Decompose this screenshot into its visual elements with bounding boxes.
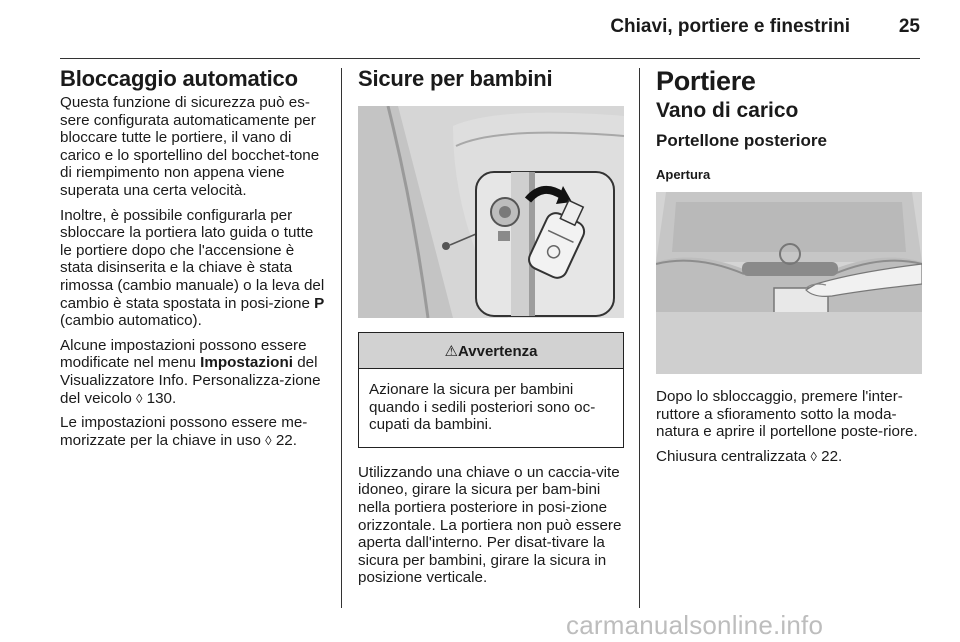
- column-2: [358, 66, 624, 594]
- warning-box: [358, 332, 624, 448]
- paragraph: Utilizzando una chiave o un caccia-vite idoneo, girare la sicura per bam-bini nella portiera posteriore in posi-zione orizzontale. La portiera non può essere aperta dall'interno. Per disat-tivare la sicura per bambini, girare la sicura in posizione verticale.: [358, 463, 622, 587]
- paragraph: Alcune impostazioni possono essere modificate nel menu Impostazioni del Visualizzatore Info. Personalizza-zione del veicolo ◊ 130.: [60, 336, 321, 407]
- label-opening: Apertura: [656, 167, 711, 182]
- page-number: 25: [898, 16, 920, 37]
- page-ref-icon: ◊: [810, 448, 817, 464]
- tailgate-figure: [656, 192, 922, 374]
- subsection-heading-tailgate: Portellone posteriore: [656, 131, 827, 150]
- page-header-title: Chiavi, portiere e finestrini: [610, 16, 850, 37]
- child-lock-illustration: [358, 106, 624, 318]
- page-ref-link[interactable]: 22.: [821, 447, 843, 465]
- column-1: [60, 66, 328, 456]
- section-heading-auto-lock: Bloccaggio automatico: [60, 66, 298, 91]
- warning-header: [359, 333, 623, 369]
- paragraph: Questa funzione di sicurezza può es-sere configurata automaticamente per bloccare tutte le portiere, il vano di carico e lo sportellino del bocchet-tone di riempimento non appena viene superata una certa velocità.: [60, 94, 320, 199]
- watermark: carmanualsonline.info: [566, 610, 824, 640]
- header-rule: [60, 58, 920, 59]
- paragraph: Le impostazioni possono essere me-morizzate per la chiave in uso ◊ 22.: [60, 414, 308, 449]
- page-ref-link[interactable]: 130.: [146, 389, 177, 407]
- paragraph: Dopo lo sbloccaggio, premere l'inter-ruttore a sfioramento sotto la moda-natura e aprire il portellone poste-riore.: [656, 388, 918, 441]
- chapter-heading-doors: Portiere: [656, 66, 756, 96]
- child-lock-figure: [358, 106, 624, 318]
- warning-text: Azionare la sicura per bambini quando i sedili posteriori sono oc-cupati da bambini.: [369, 381, 596, 434]
- page-ref-link[interactable]: 22.: [275, 431, 297, 449]
- section-heading-cargo: Vano di carico: [656, 99, 799, 122]
- column-divider-2: [639, 68, 640, 608]
- column-divider-1: [341, 68, 342, 608]
- warning-body: [359, 369, 623, 447]
- paragraph: Inoltre, è possibile configurarla per sbloccare la portiera lato guida o tutte le portiere dopo che l'accensione è stata disinserita e la chiave è stata rimossa (cambio manuale) o la leva del cambio è stata spostata in posi-zione P (cambio automatico).: [60, 206, 325, 330]
- warning-title: Avvertenza: [457, 343, 538, 360]
- column-3: [656, 66, 922, 472]
- page-ref-icon: ◊: [265, 432, 272, 448]
- tailgate-illustration: [656, 192, 922, 374]
- paragraph: Chiusura centralizzata ◊ 22.: [656, 447, 843, 465]
- page-ref-icon: ◊: [135, 390, 143, 406]
- section-heading-child-locks: Sicure per bambini: [358, 66, 553, 91]
- warning-icon: ⚠: [444, 343, 458, 360]
